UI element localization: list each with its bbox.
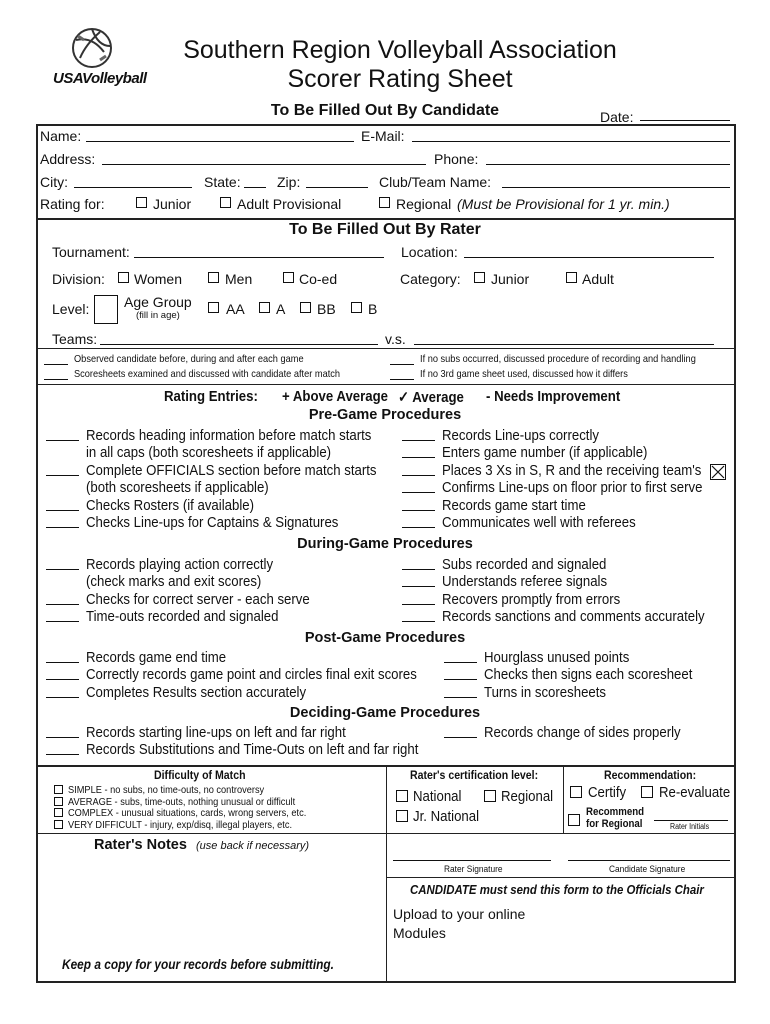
pregame-left-item-4: Checks Rosters (if available) — [86, 496, 254, 514]
duringgame-left-item-2: Checks for correct server - each serve — [86, 590, 310, 608]
duringgame-left-item-1: (check marks and exit scores) — [86, 573, 262, 591]
decidinggame-left-blank-1[interactable] — [46, 754, 79, 755]
name-label: Name: — [40, 128, 82, 144]
email-field[interactable] — [412, 141, 730, 142]
obs1-blank[interactable] — [44, 364, 68, 365]
club-label: Club/Team Name: — [379, 174, 492, 190]
junior-label: Junior — [153, 196, 192, 212]
legend-average: ✓ Average — [398, 389, 464, 406]
keep-copy-note: Keep a copy for your records before submitting. — [62, 957, 334, 972]
pregame-left-blank-5[interactable] — [46, 527, 79, 528]
left-rule — [36, 124, 38, 219]
pregame-right-blank-1[interactable] — [402, 457, 435, 458]
difficulty-item-1: AVERAGE - subs, time-outs, nothing unusual or difficult — [68, 795, 296, 808]
candidate-signature-label: Candidate Signature — [609, 864, 686, 875]
address-field[interactable] — [102, 164, 426, 165]
pregame-left-item-1: in all caps (both scoresheets if applicable) — [86, 444, 332, 462]
date-label: Date: — [600, 109, 634, 125]
men-checkbox[interactable] — [208, 272, 219, 283]
grid-vline-2 — [563, 766, 564, 833]
legend-needs-improvement: - Needs Improvement — [486, 388, 621, 405]
club-field[interactable] — [502, 187, 730, 188]
regional-label: Regional — [396, 196, 452, 212]
pregame-right-blank-3[interactable] — [402, 492, 435, 493]
obs3-blank[interactable] — [390, 364, 414, 365]
decidinggame-left-item-0: Records starting line-ups on left and far right — [86, 724, 346, 741]
decidinggame-title: Deciding-Game Procedures — [289, 705, 481, 721]
pregame-right-item-1: Enters game number (if applicable) — [442, 444, 648, 462]
adult-provisional-checkbox[interactable] — [220, 197, 231, 208]
obs3-text: If no subs occurred, discussed procedure of recording and handling — [420, 353, 696, 365]
pregame-right-blank-4[interactable] — [402, 510, 435, 511]
duringgame-right-blank-1[interactable] — [402, 586, 435, 587]
regional-note: (Must be Provisional for 1 yr. min.) — [457, 196, 670, 212]
difficulty-checkbox-3[interactable] — [54, 820, 63, 829]
postgame-left-item-0: Records game end time — [86, 649, 227, 666]
coed-label: Co-ed — [299, 271, 338, 287]
junior-checkbox[interactable] — [136, 197, 147, 208]
grid-hline-2 — [387, 877, 734, 878]
difficulty-checkbox-0[interactable] — [54, 785, 63, 794]
vs-label: v.s. — [385, 331, 406, 347]
teams-rule — [37, 348, 735, 349]
pregame-right-item-2: Places 3 Xs in S, R and the receiving team's — [442, 461, 702, 479]
cert-regional-label: Regional — [501, 788, 554, 805]
page-subtitle: Scorer Rating Sheet — [287, 65, 513, 93]
pregame-left-blank-0[interactable] — [46, 440, 79, 441]
pregame-left-item-2: Complete OFFICIALS section before match starts — [86, 461, 377, 479]
category-junior-label: Junior — [491, 271, 530, 287]
decidinggame-left-blank-0[interactable] — [46, 737, 79, 738]
tournament-field[interactable] — [134, 257, 384, 258]
regional-checkbox[interactable] — [379, 197, 390, 208]
recommend-line2: for Regional — [586, 818, 643, 830]
certify-label: Certify — [588, 784, 627, 801]
postgame-right-item-2: Turns in scoresheets — [484, 683, 607, 701]
pregame-left-item-3: (both scoresheets if applicable) — [86, 479, 269, 497]
division-label: Division: — [52, 271, 105, 287]
duringgame-right-item-2: Recovers promptly from errors — [442, 590, 621, 608]
pregame-right-item-5: Communicates well with referees — [442, 514, 636, 531]
obs2-text: Scoresheets examined and discussed with candidate after match — [74, 368, 341, 380]
rater-initials-label: Rater Initials — [670, 822, 710, 831]
postgame-left-item-1: Correctly records game point and circles final exit scores — [86, 666, 417, 684]
raters-notes-title: Rater's Notes — [94, 837, 187, 853]
pregame-right-blank-5[interactable] — [402, 527, 435, 528]
postgame-title: Post-Game Procedures — [304, 630, 466, 646]
zip-field[interactable] — [306, 187, 368, 188]
volleyball-icon — [70, 26, 114, 70]
postgame-right-item-0: Hourglass unused points — [484, 649, 630, 666]
grid-hline-1 — [37, 833, 734, 834]
obs1-text: Observed candidate before, during and after each game — [74, 353, 304, 365]
pregame-left-blank-4[interactable] — [46, 510, 79, 511]
address-label: Address: — [40, 151, 96, 167]
email-label: E-Mail: — [361, 128, 405, 144]
rater-heading: To Be Filled Out By Rater — [289, 221, 481, 238]
pregame-left-item-5: Checks Line-ups for Captains & Signatures — [86, 514, 339, 531]
right-rule — [734, 124, 736, 219]
duringgame-right-item-1: Understands referee signals — [442, 573, 608, 591]
cert-title: Rater's certification level: — [410, 768, 539, 782]
obs-rule — [37, 384, 735, 385]
date-field[interactable] — [640, 120, 730, 121]
candidate-heading: To Be Filled Out By Candidate — [270, 102, 500, 119]
national-checkbox[interactable] — [396, 790, 408, 802]
aa-checkbox[interactable] — [208, 302, 219, 313]
obs4-blank[interactable] — [390, 379, 414, 380]
logo — [48, 26, 147, 90]
reevaluate-label: Re-evaluate — [659, 784, 731, 801]
national-label: National — [413, 788, 462, 805]
jr-national-label: Jr. National — [413, 808, 480, 825]
state-field[interactable] — [244, 187, 266, 188]
top-rule — [36, 124, 736, 126]
decidinggame-left-item-1: Records Substitutions and Time-Outs on left and far right — [86, 741, 419, 759]
aa-label: AA — [226, 301, 245, 317]
difficulty-item-2: COMPLEX - unusual situations, cards, wrong servers, etc. — [68, 807, 307, 819]
rater-signature-label: Rater Signature — [444, 864, 503, 875]
certify-checkbox[interactable] — [570, 786, 582, 798]
upload-line1: Upload to your online — [393, 906, 526, 922]
pregame-right-item-4: Records game start time — [442, 496, 586, 514]
state-label: State: — [204, 174, 241, 190]
city-field[interactable] — [74, 187, 192, 188]
x-box-icon — [710, 464, 726, 480]
cert-regional-checkbox[interactable] — [484, 790, 496, 802]
age-group-input[interactable] — [94, 295, 118, 324]
women-checkbox[interactable] — [118, 272, 129, 283]
page-title: Southern Region Volleyball Association — [183, 36, 617, 64]
b-checkbox[interactable] — [351, 302, 362, 313]
candidate-signature-field[interactable] — [568, 860, 730, 861]
send-form-note: CANDIDATE must send this form to the Officials Chair — [410, 882, 704, 897]
team2-field[interactable] — [414, 344, 714, 345]
postgame-left-blank-0[interactable] — [46, 662, 79, 663]
raters-notes-note: (use back if necessary) — [196, 840, 310, 852]
notes-area[interactable] — [40, 856, 382, 952]
age-group-label: Age Group — [124, 294, 192, 310]
reevaluate-checkbox[interactable] — [641, 786, 653, 798]
postgame-right-item-1: Checks then signs each scoresheet — [484, 666, 693, 684]
zip-label: Zip: — [277, 174, 301, 190]
difficulty-title: Difficulty of Match — [154, 768, 246, 782]
postgame-left-blank-1[interactable] — [46, 679, 79, 680]
men-label: Men — [225, 271, 253, 287]
duringgame-right-item-0: Subs recorded and signaled — [442, 556, 607, 573]
city-label: City: — [40, 174, 68, 190]
grid-vline-1 — [386, 766, 387, 982]
recommendation-title: Recommendation: — [604, 768, 697, 782]
duringgame-right-blank-0[interactable] — [402, 569, 435, 570]
phone-label: Phone: — [434, 151, 479, 167]
b-label: B — [368, 301, 378, 317]
duringgame-left-blank-2[interactable] — [46, 604, 79, 605]
jr-national-checkbox[interactable] — [396, 810, 408, 822]
name-field[interactable] — [86, 141, 354, 142]
adult-provisional-label: Adult Provisional — [237, 196, 342, 212]
phone-field[interactable] — [486, 164, 730, 165]
duringgame-left-item-0: Records playing action correctly — [86, 556, 274, 573]
difficulty-item-3: VERY DIFFICULT - injury, exp/disq, illegal players, etc. — [68, 818, 293, 831]
pregame-right-blank-0[interactable] — [402, 440, 435, 441]
duringgame-title: During-Game Procedures — [297, 536, 473, 552]
teams-label: Teams: — [52, 331, 98, 347]
postgame-left-blank-2[interactable] — [46, 697, 79, 698]
pregame-right-item-0: Records Line-ups correctly — [442, 427, 599, 444]
difficulty-checkbox-1[interactable] — [54, 797, 63, 806]
difficulty-item-0: SIMPLE - no subs, no time-outs, no controversy — [68, 784, 265, 796]
pregame-left-blank-2[interactable] — [46, 475, 79, 476]
fill-in-age-note: (fill in age) — [136, 310, 180, 321]
recommend-regional-checkbox[interactable] — [568, 814, 580, 826]
postgame-right-blank-1[interactable] — [444, 679, 477, 680]
duringgame-right-item-3: Records sanctions and comments accurately — [442, 608, 705, 626]
level-label: Level: — [52, 301, 90, 317]
rating-entries-label: Rating Entries: — [164, 388, 258, 405]
team1-field[interactable] — [100, 344, 378, 345]
postgame-left-item-2: Completes Results section accurately — [86, 683, 307, 701]
bb-checkbox[interactable] — [300, 302, 311, 313]
a-checkbox[interactable] — [259, 302, 270, 313]
a-label: A — [276, 301, 286, 317]
pregame-title: Pre-Game Procedures — [308, 407, 462, 423]
postgame-right-blank-0[interactable] — [444, 662, 477, 663]
rating-for-label: Rating for: — [40, 196, 105, 212]
obs2-blank[interactable] — [44, 379, 68, 380]
pregame-right-item-3: Confirms Line-ups on floor prior to first serve — [442, 479, 703, 497]
pregame-left-item-0: Records heading information before match starts — [86, 427, 372, 444]
duringgame-left-blank-3[interactable] — [46, 621, 79, 622]
coed-checkbox[interactable] — [283, 272, 294, 283]
location-label: Location: — [401, 244, 458, 260]
duringgame-right-blank-3[interactable] — [402, 621, 435, 622]
women-label: Women — [134, 271, 182, 287]
difficulty-checkbox-2[interactable] — [54, 808, 63, 817]
decidinggame-right-blank-0[interactable] — [444, 737, 477, 738]
upload-line2: Modules — [393, 925, 446, 941]
duringgame-left-blank-0[interactable] — [46, 569, 79, 570]
duringgame-right-blank-2[interactable] — [402, 604, 435, 605]
pregame-right-blank-2[interactable] — [402, 475, 435, 476]
category-junior-checkbox[interactable] — [474, 272, 485, 283]
postgame-right-blank-2[interactable] — [444, 697, 477, 698]
location-field[interactable] — [464, 257, 714, 258]
bb-label: BB — [317, 301, 336, 317]
obs4-text: If no 3rd game sheet used, discussed how it differs — [420, 368, 628, 380]
category-adult-checkbox[interactable] — [566, 272, 577, 283]
decidinggame-right-item-0: Records change of sides properly — [484, 724, 681, 741]
recommend-line1: Recommend — [586, 806, 645, 818]
logo-text: USAVolleyball — [53, 70, 147, 87]
duringgame-left-item-3: Time-outs recorded and signaled — [86, 608, 279, 626]
legend-above-average: + Above Average — [282, 388, 389, 405]
category-adult-label: Adult — [582, 271, 614, 287]
rater-signature-field[interactable] — [393, 860, 551, 861]
category-label: Category: — [400, 271, 461, 287]
tournament-label: Tournament: — [52, 244, 130, 260]
rater-initials-field[interactable] — [654, 820, 728, 821]
